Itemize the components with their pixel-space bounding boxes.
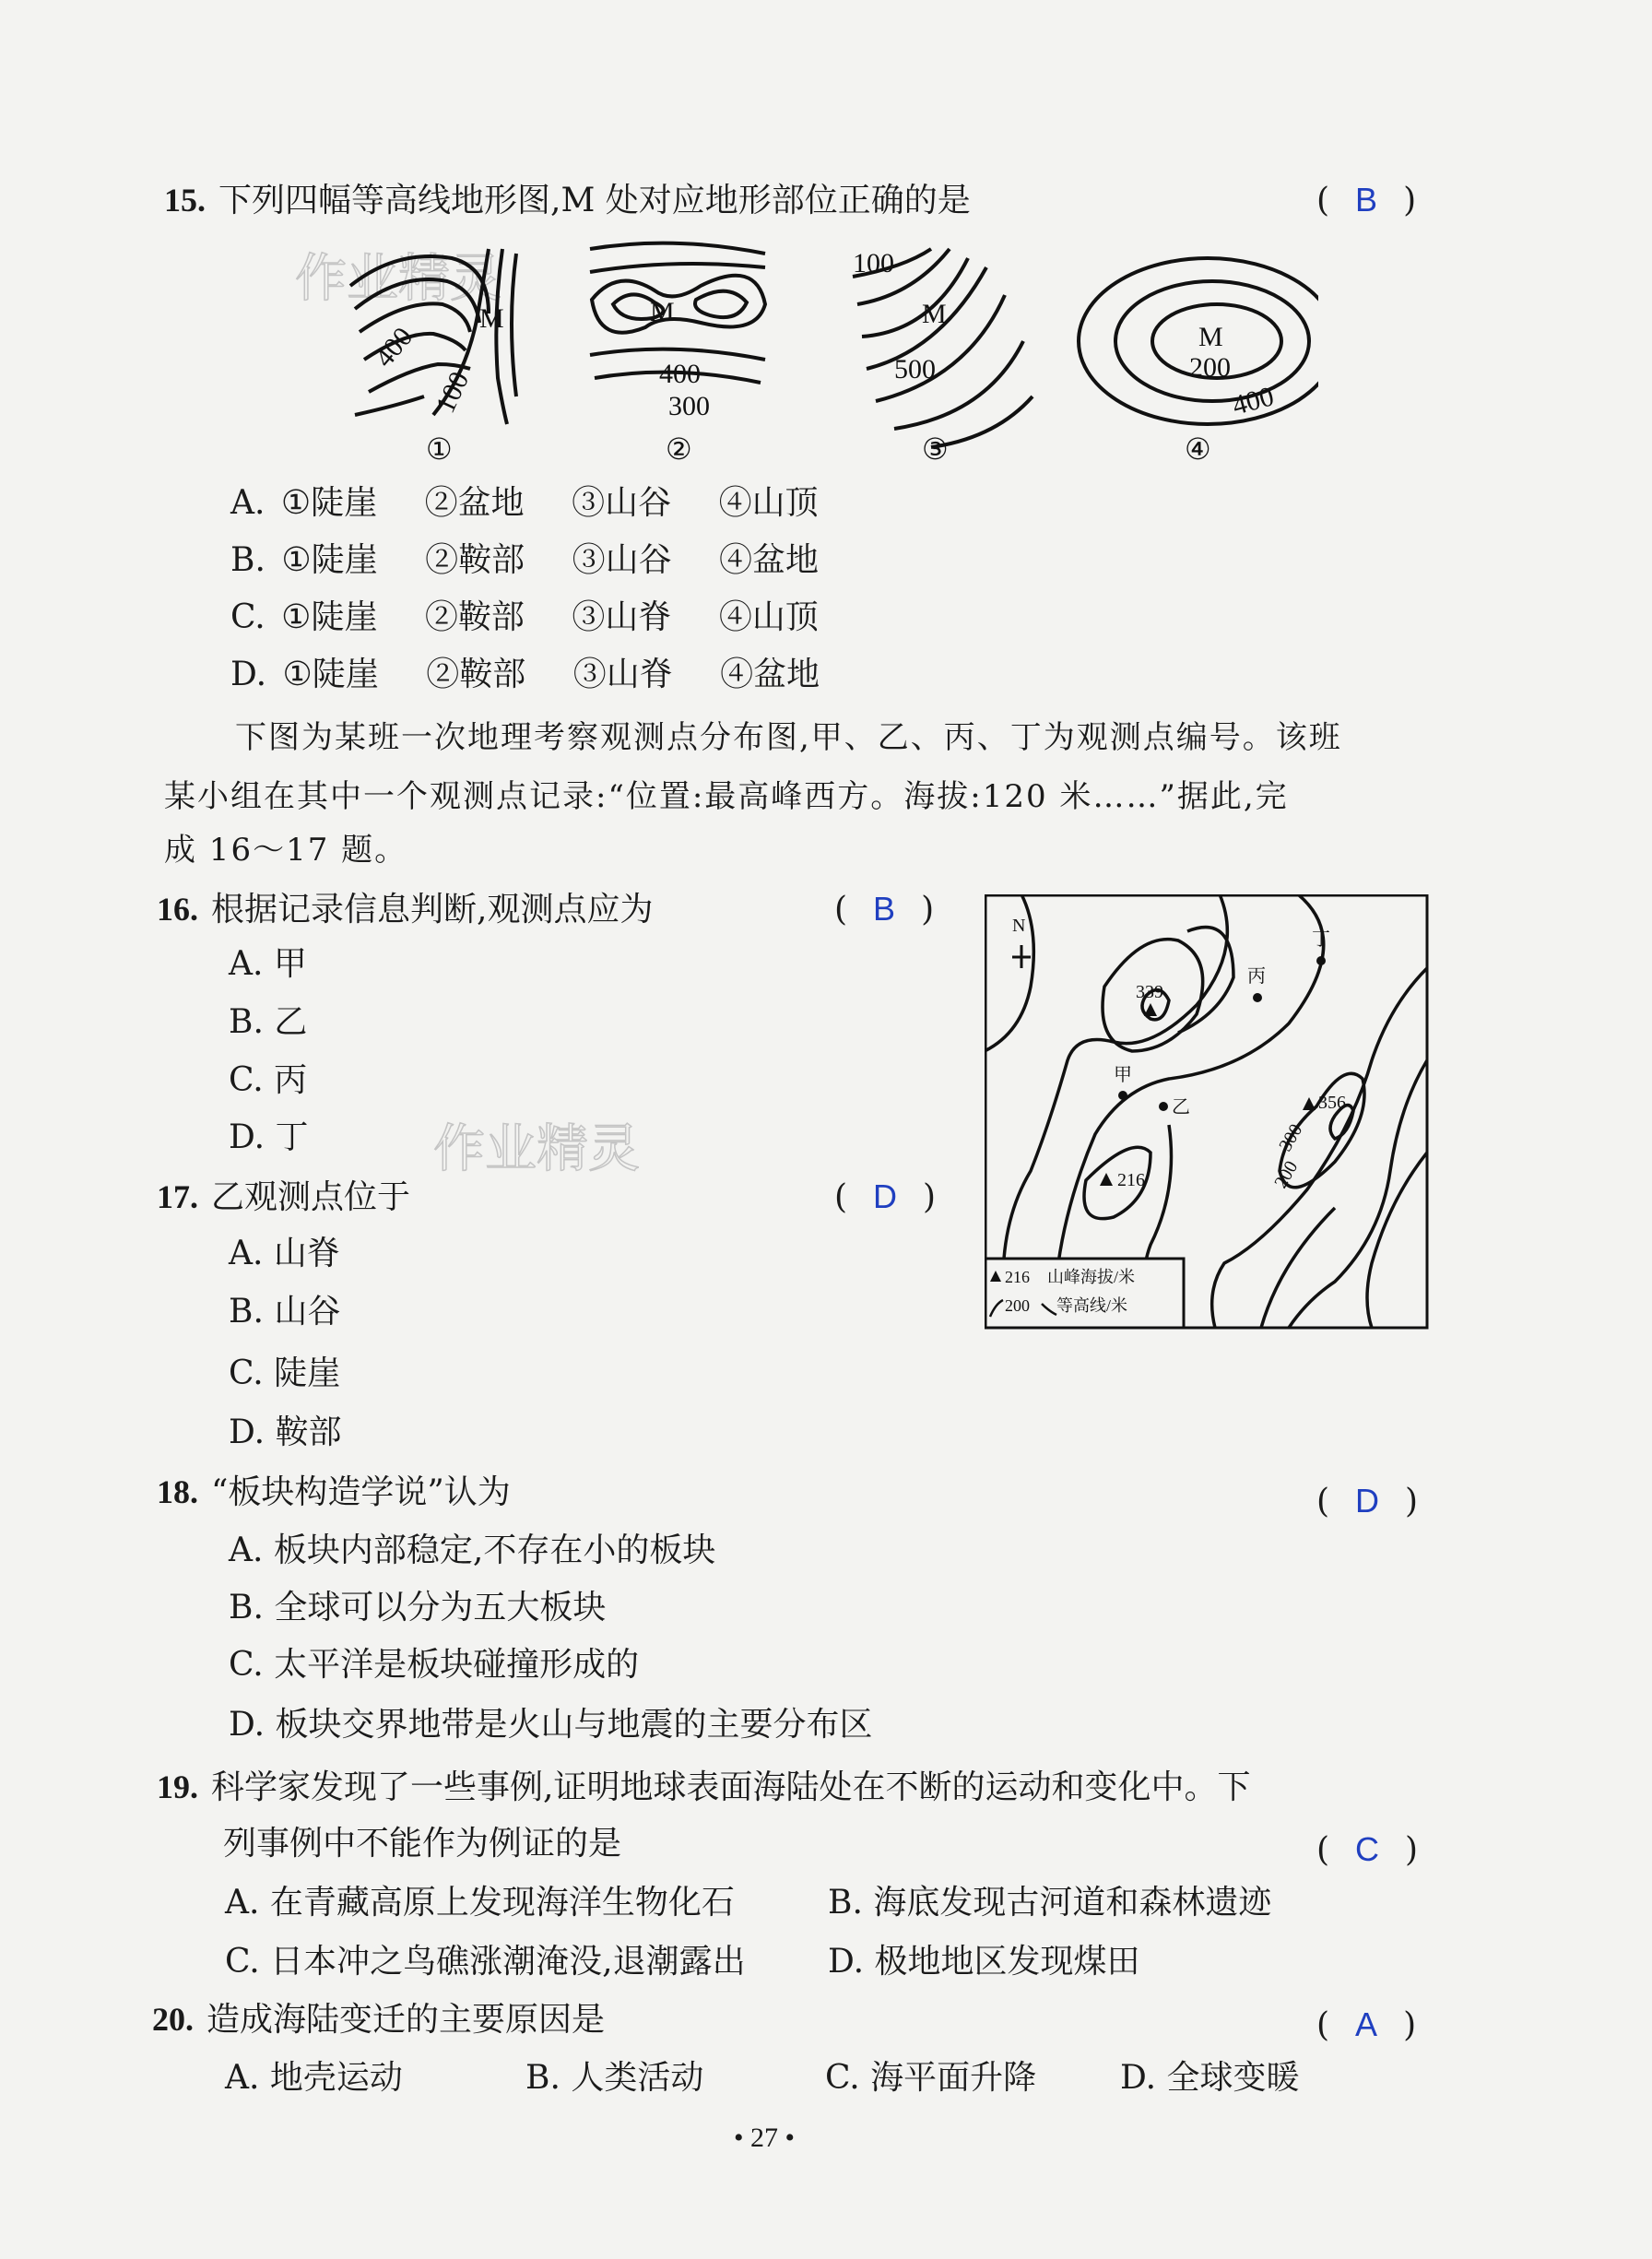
q19-option-d: D. 极地地区发现煤田	[828, 1943, 1140, 1981]
q19-option-a: A. 在青藏高原上发现海洋生物化石	[225, 1884, 735, 1922]
answer-bracket-18: ( D )	[1316, 1482, 1419, 1520]
passage-line-2: 某小组在其中一个观测点记录:“位置:最高峰西方。海拔:120 米……”据此,完	[164, 778, 1289, 815]
question-19	[157, 1765, 1250, 1810]
option-item: ④盆地	[720, 656, 820, 693]
contour-label-200: 200	[1270, 1157, 1303, 1192]
label-jia: 甲	[1114, 1065, 1132, 1085]
option-item: ③山脊	[572, 598, 672, 636]
answer-20: A	[1355, 2005, 1378, 2043]
peak-356-label: 356	[1318, 1093, 1346, 1113]
q17-option-b: B. 山谷	[229, 1293, 341, 1331]
option-item: ④山顶	[718, 484, 819, 522]
q18-option-b: B. 全球可以分为五大板块	[229, 1589, 607, 1626]
question-number: 19.	[157, 1768, 198, 1805]
peak-339-icon	[1144, 1003, 1157, 1016]
q15-option-c	[230, 596, 819, 640]
answer-bracket-20: ( A )	[1316, 2005, 1417, 2044]
map3-label-m: M	[922, 299, 947, 329]
answer-16: B	[873, 890, 896, 928]
answer-bracket-17: ( D )	[834, 1177, 937, 1216]
passage-line-1: 下图为某班一次地理考察观测点分布图,甲、乙、丙、丁为观测点编号。该班	[235, 719, 1342, 756]
contour-maps	[341, 231, 1318, 479]
point-ding	[1316, 956, 1326, 965]
option-letter: D.	[230, 656, 267, 693]
answer-19: C	[1355, 1830, 1380, 1868]
q20-option-d: D. 全球变暖	[1120, 2059, 1300, 2097]
q17-option-c: C. 陡崖	[229, 1354, 341, 1392]
q18-option-a: A. 板块内部稳定,不存在小的板块	[229, 1532, 716, 1569]
option-item: ③山谷	[572, 484, 672, 522]
map3-number: ③	[922, 432, 949, 466]
option-letter: A.	[230, 484, 266, 522]
option-item: ④山顶	[718, 598, 819, 636]
map1-label-m: M	[479, 303, 504, 334]
question-text: 科学家发现了一些事例,证明地球表面海陆处在不断的运动和变化中。下	[211, 1768, 1251, 1806]
question-text: 根据记录信息判断,观测点应为	[211, 891, 654, 928]
map1-label-400: 400	[369, 321, 419, 373]
answer-18: D	[1355, 1482, 1380, 1520]
watermark-top: 作业精灵	[295, 249, 502, 309]
option-item: ②鞍部	[424, 598, 525, 636]
answer-15: B	[1355, 181, 1378, 219]
question-19-line-2: 列事例中不能作为例证的是	[223, 1825, 622, 1863]
question-15	[164, 178, 971, 223]
peak-216-icon	[1100, 1173, 1113, 1186]
option-item: ②盆地	[424, 484, 525, 522]
legend-peak-text: 山峰海拔/米	[1047, 1268, 1136, 1286]
option-item: ②鞍部	[425, 541, 525, 579]
map4-number: ④	[1185, 432, 1211, 466]
q16-option-a: A. 甲	[229, 945, 307, 983]
option-item: ①陡崖	[281, 541, 378, 579]
map2-label-400: 400	[659, 359, 701, 389]
label-bing: 丙	[1247, 966, 1266, 987]
label-yi: 乙	[1172, 1097, 1190, 1118]
observation-map	[985, 894, 1429, 1330]
option-item: ①陡崖	[280, 484, 378, 522]
map4-label-400: 400	[1229, 381, 1278, 421]
q16-option-c: C. 丙	[229, 1061, 308, 1099]
q17-option-a: A. 山脊	[229, 1235, 340, 1272]
question-text: 下列四幅等高线地形图,M 处对应地形部位正确的是	[218, 182, 971, 219]
q15-option-a	[230, 481, 819, 526]
q18-option-c: C. 太平洋是板块碰撞形成的	[229, 1646, 640, 1684]
option-letter: B.	[230, 541, 266, 579]
q18-option-d: D. 板块交界地带是火山与地震的主要分布区	[229, 1706, 873, 1744]
option-item: ③山脊	[572, 656, 673, 693]
question-number: 16.	[157, 891, 198, 928]
question-text: 造成海陆变迁的主要原因是	[206, 2001, 606, 2039]
passage-line-3: 成 16～17 题。	[164, 832, 408, 869]
q15-option-d	[230, 653, 820, 697]
question-number: 18.	[157, 1473, 198, 1510]
map3-label-500: 500	[894, 354, 936, 384]
point-yi	[1159, 1102, 1168, 1111]
q19-option-b: B. 海底发现古河道和森林遗迹	[828, 1884, 1272, 1922]
option-item: ②鞍部	[426, 656, 526, 693]
label-ding: 丁	[1312, 929, 1330, 950]
peak-216-label: 216	[1117, 1170, 1145, 1190]
option-item: ①陡崖	[281, 598, 378, 636]
point-bing	[1253, 993, 1262, 1002]
question-text: 乙观测点位于	[211, 1178, 411, 1216]
legend-contour-text: 等高线/米	[1056, 1296, 1128, 1315]
answer-bracket-19: ( C )	[1316, 1830, 1419, 1869]
map2-number: ②	[666, 432, 692, 466]
option-item: ①陡崖	[282, 656, 379, 693]
question-number: 17.	[157, 1178, 198, 1215]
q20-option-b: B. 人类活动	[525, 2059, 704, 2097]
legend-contour-value: 200	[1005, 1296, 1030, 1315]
watermark-middle: 作业精灵	[433, 1119, 640, 1179]
answer-bracket-16: ( B )	[834, 890, 935, 928]
answer-17: D	[873, 1177, 898, 1215]
q16-option-b: B. 乙	[229, 1003, 308, 1041]
option-item: ④盆地	[719, 541, 820, 579]
question-number: 15.	[164, 182, 206, 219]
map2-label-m: M	[650, 297, 675, 327]
map1-label-100: 100	[430, 367, 476, 418]
q20-option-c: C. 海平面升降	[825, 2059, 1037, 2097]
map2-label-300: 300	[668, 391, 710, 421]
map4-label-m: M	[1198, 322, 1223, 352]
question-18	[157, 1470, 511, 1515]
q20-option-a: A. 地壳运动	[225, 2059, 403, 2097]
q19-option-c: C. 日本冲之鸟礁涨潮淹没,退潮露出	[225, 1943, 746, 1981]
q15-option-b	[230, 538, 819, 583]
map4-label-200: 200	[1189, 352, 1231, 383]
question-16	[157, 887, 653, 932]
peak-356-icon	[1303, 1097, 1316, 1110]
map3-label-100: 100	[853, 248, 894, 278]
north-label: N	[1012, 916, 1026, 936]
question-20	[152, 1997, 605, 2042]
contour-label-300: 300	[1275, 1120, 1307, 1155]
option-item: ③山谷	[572, 541, 672, 579]
map1-number: ①	[426, 432, 453, 466]
contour-map-3	[853, 249, 1032, 447]
question-number: 20.	[152, 2001, 194, 2038]
question-text: “板块构造学说”认为	[211, 1473, 511, 1511]
q16-option-d: D. 丁	[229, 1118, 309, 1156]
peak-339-label: 339	[1136, 982, 1163, 1002]
question-17	[157, 1175, 410, 1220]
q17-option-d: D. 鞍部	[229, 1413, 342, 1451]
legend-peak-value: 216	[1005, 1268, 1030, 1286]
point-jia	[1118, 1091, 1127, 1100]
page-number: • 27 •	[734, 2123, 796, 2153]
option-letter: C.	[230, 598, 266, 636]
answer-bracket-15: ( B )	[1316, 181, 1417, 219]
